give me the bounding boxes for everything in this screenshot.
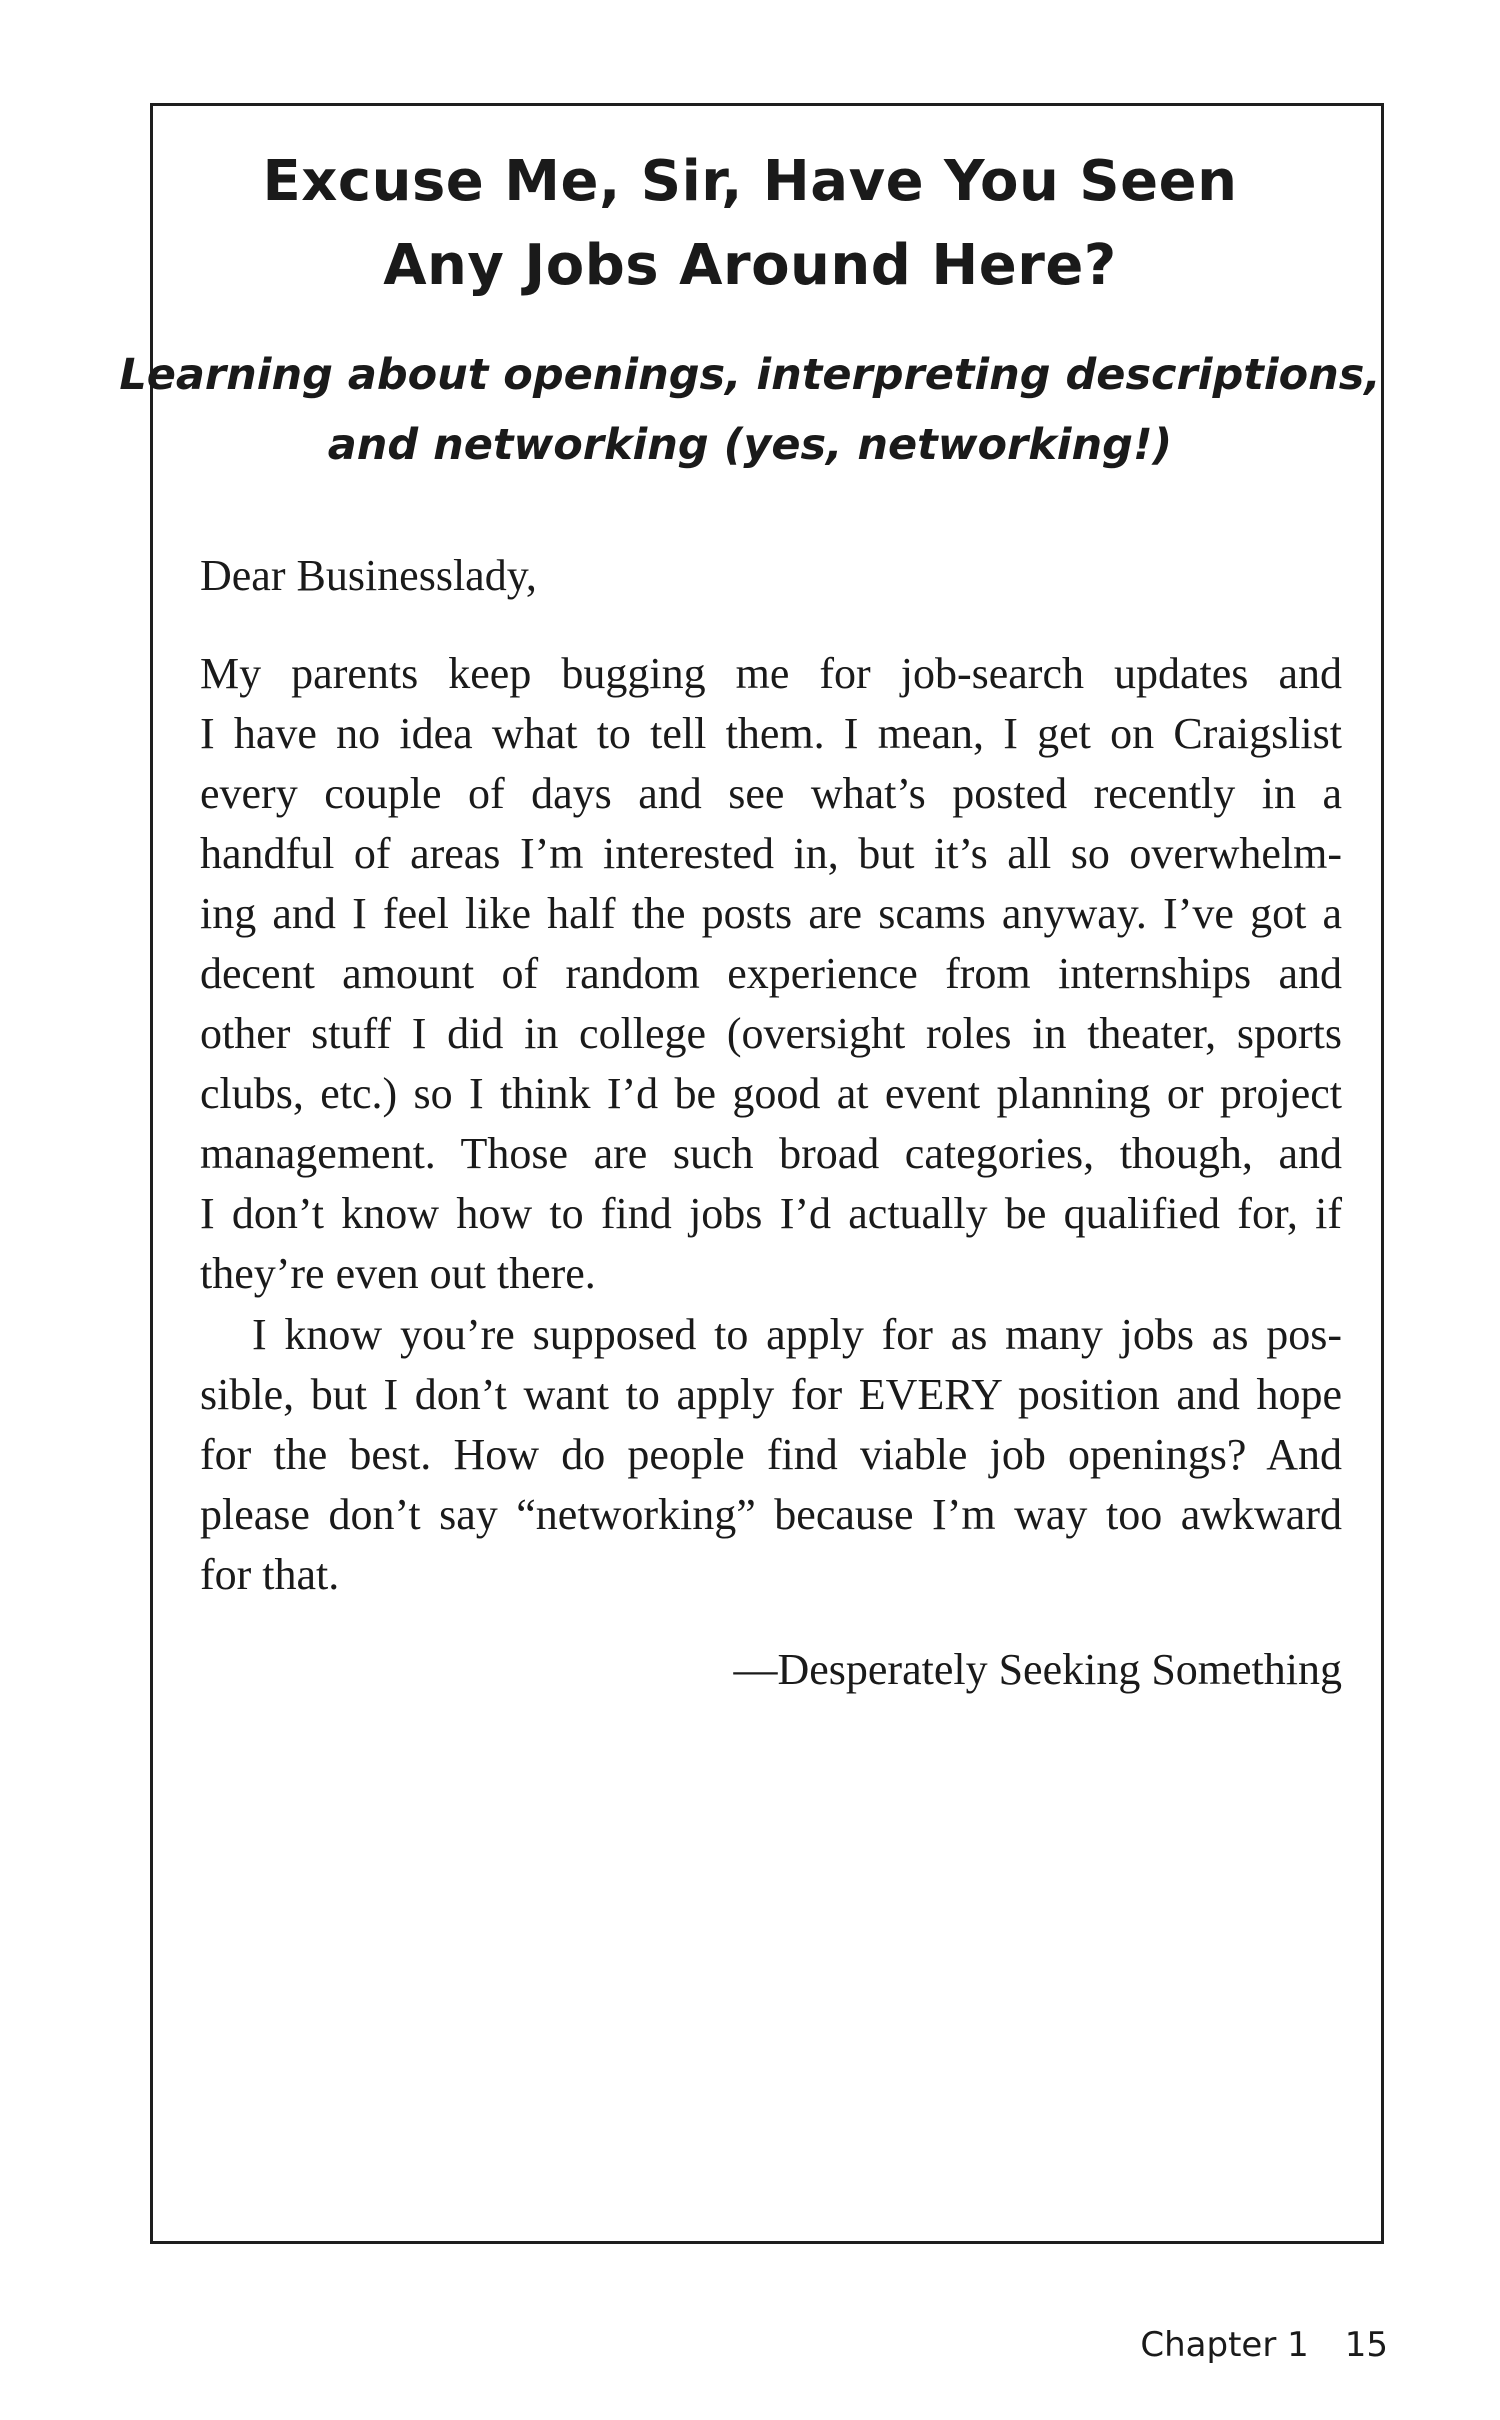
page-footer	[1140, 2323, 1388, 2367]
paragraph-line: for that.	[200, 1550, 340, 1599]
chapter-label: Chapter 1	[1140, 2325, 1309, 2365]
title-line-1: Excuse Me, Sir, Have You Seen	[262, 149, 1238, 214]
paragraph-line: decent amount of random experience from internships and	[200, 949, 1342, 998]
paragraph-line: they’re even out there.	[200, 1249, 596, 1298]
paragraph-line: handful of areas I’m interested in, but it’s all so overwhelm-	[200, 829, 1342, 878]
paragraph-line: management. Those are such broad categories, though, and	[200, 1129, 1342, 1178]
subtitle-line-1: Learning about openings, interpreting descriptions,	[119, 350, 1381, 400]
letter-paragraph-1	[200, 644, 1342, 1304]
title-line-2: Any Jobs Around Here?	[383, 233, 1117, 298]
paragraph-line: My parents keep bugging me for job-search updates and	[200, 649, 1342, 698]
paragraph-line: other stuff I did in college (oversight roles in theater, sports	[200, 1009, 1342, 1058]
paragraph-line: please don’t say “networking” because I’m way too awkward	[200, 1490, 1342, 1539]
letter-salutation: Dear Businesslady,	[200, 551, 537, 600]
paragraph-line: I don’t know how to find jobs I’d actually be qualified for, if	[200, 1189, 1342, 1238]
paragraph-line: every couple of days and see what’s posted recently in a	[200, 769, 1342, 818]
article-subtitle	[0, 340, 1500, 480]
letter-paragraph-2	[200, 1305, 1342, 1605]
paragraph-line: I know you’re supposed to apply for as many jobs as pos-	[252, 1310, 1342, 1359]
subtitle-line-2: and networking (yes, networking!)	[327, 420, 1173, 470]
paragraph-line: I have no idea what to tell them. I mean, I get on Craigslist	[200, 709, 1342, 758]
paragraph-line: clubs, etc.) so I think I’d be good at event planning or project	[200, 1069, 1342, 1118]
article-title	[0, 140, 1500, 308]
paragraph-line: for the best. How do people find viable job openings? And	[200, 1430, 1342, 1479]
letter-signature: —Desperately Seeking Something	[733, 1645, 1342, 1694]
page-number: 15	[1344, 2325, 1388, 2365]
paragraph-line: ing and I feel like half the posts are scams anyway. I’ve got a	[200, 889, 1342, 938]
paragraph-line: sible, but I don’t want to apply for EVERY position and hope	[200, 1370, 1342, 1419]
